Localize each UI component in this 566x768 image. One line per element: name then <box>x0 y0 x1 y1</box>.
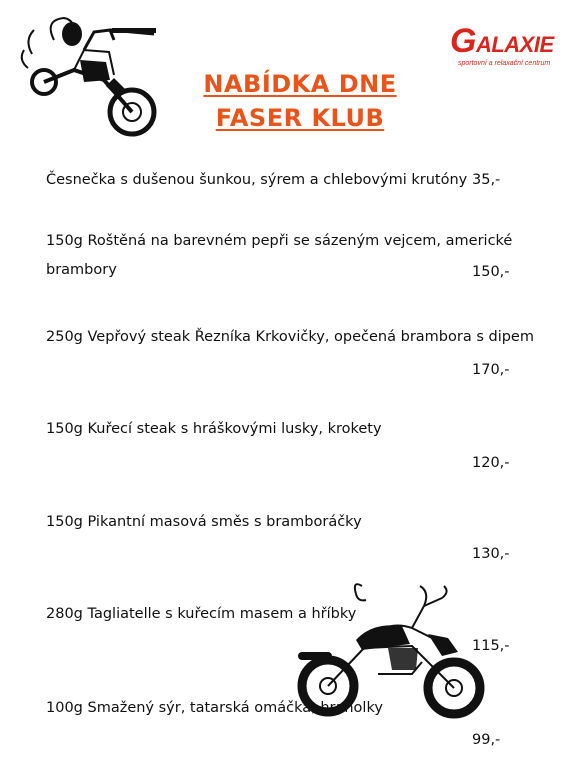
menu-item-3-price: 170,- <box>472 362 510 378</box>
menu-item-2-text: 150g Roštěná na barevném pepři se sázeným vejcem, americké <box>46 233 513 249</box>
menu-item-7-price: 99,- <box>472 732 501 748</box>
galaxie-logo <box>450 14 560 72</box>
logo-wordmark: GALAXIE <box>450 22 554 60</box>
menu-item-4-price: 120,- <box>472 455 510 471</box>
menu-item-1-price: 35,- <box>472 172 501 188</box>
motorcycle-illustration-icon <box>292 578 492 726</box>
menu-item-5-price: 130,- <box>472 546 510 562</box>
menu-item-3-text: 250g Vepřový steak Řezníka Krkovičky, opečená brambora s dipem <box>46 329 534 345</box>
menu-item-6-text: 280g Tagliatelle s kuřecím masem a hříbky <box>46 606 357 622</box>
menu-item-5-text: 150g Pikantní masová směs s bramboráčky <box>46 514 362 530</box>
page-title: NABÍDKA DNE <box>203 70 397 98</box>
menu-item-7-text: 100g Smažený sýr, tatarská omáčka, hranolky <box>46 700 383 716</box>
menu-item-4-text: 150g Kuřecí steak s hráškovými lusky, krokety <box>46 421 382 437</box>
menu-item-2-price: 150,- <box>472 264 510 280</box>
page-subtitle: FASER KLUB <box>215 104 385 132</box>
menu-item-6-price: 115,- <box>472 638 510 654</box>
logo-tagline: sportovní a relaxační centrum <box>458 60 551 67</box>
menu-item-2-text-cont: brambory <box>46 262 117 278</box>
menu-item-1-text: Česnečka s dušenou šunkou, sýrem a chlebovými krutóny <box>46 172 468 188</box>
